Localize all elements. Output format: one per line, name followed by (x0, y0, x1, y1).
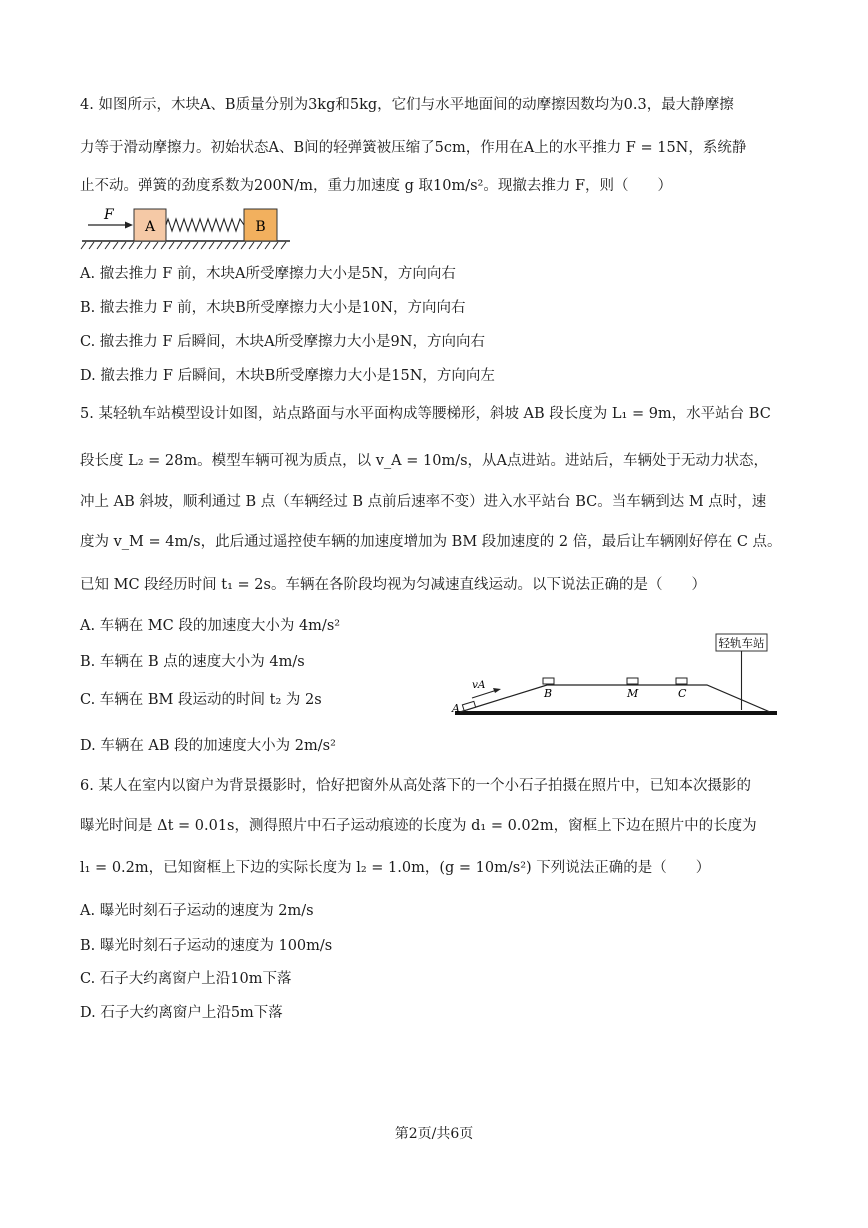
force-label: F (104, 207, 114, 223)
ground-hatching (81, 242, 286, 249)
force-arrowhead (125, 222, 133, 229)
q5-figure (450, 630, 785, 720)
q6-line-3: l₁ = 0.2m，已知窗框上下边的实际长度为 l₂ = 1.0m，(g = 10m/s²) 下列说法正确的是（ ） (80, 860, 711, 876)
q5-option-b[interactable]: B. 车辆在 B 点的速度大小为 4m/s (80, 654, 305, 670)
q4-option-a[interactable]: A. 撤去推力 F 前，木块A所受摩擦力大小是5N，方向向右 (80, 266, 456, 282)
page-footer: 第2页/共6页 (394, 1126, 474, 1142)
q5-line-4: 度为 v_M = 4m/s，此后通过遥控使车辆的加速度增加为 BM 段加速度的 2 倍，最后让车辆刚好停在 C 点。 (80, 534, 782, 550)
point-m-label: M (627, 687, 639, 700)
q5-line-5: 已知 MC 段经历时间 t₁ = 2s。车辆在各阶段均视为匀减速直线运动。以下说法正确的是（ ） (80, 577, 706, 593)
q5-option-d[interactable]: D. 车辆在 AB 段的加速度大小为 2m/s² (80, 738, 336, 754)
velocity-label: vA (472, 679, 486, 691)
q6-line-1: 6. 某人在室内以窗户为背景摄影时，恰好把窗外从高处落下的一个小石子拍摄在照片中，已知本次摄影的 (80, 778, 751, 794)
car-at-b (543, 678, 554, 684)
q4-figure (80, 205, 300, 253)
station-sign-label: 轻轨车站 (718, 636, 765, 650)
point-b-label: B (544, 687, 553, 700)
q6-option-b[interactable]: B. 曝光时刻石子运动的速度为 100m/s (80, 938, 333, 954)
q5-option-c[interactable]: C. 车辆在 BM 段运动的时间 t₂ 为 2s (80, 692, 322, 708)
q6-option-d[interactable]: D. 石子大约离窗户上沿5m下落 (80, 1005, 283, 1021)
track-trapezoid (460, 685, 770, 712)
q4-line-1: 4. 如图所示，木块A、B质量分别为3kg和5kg，它们与水平地面间的动摩擦因数均为0.3，最大静摩擦 (80, 97, 734, 113)
car-at-a (462, 701, 475, 710)
q4-line-2: 力等于滑动摩擦力。初始状态A、B间的轻弹簧被压缩了5cm，作用在A上的水平推力 F = 15N，系统静 (80, 140, 747, 156)
point-a-label: A (452, 702, 460, 715)
spring (166, 219, 244, 231)
q5-option-a[interactable]: A. 车辆在 MC 段的加速度大小为 4m/s² (80, 618, 341, 634)
q4-option-c[interactable]: C. 撤去推力 F 后瞬间，木块A所受摩擦力大小是9N，方向向右 (80, 334, 485, 350)
point-c-label: C (678, 687, 687, 700)
q4-line-3: 止不动。弹簧的劲度系数为200N/m，重力加速度 g 取10m/s²。现撤去推力 F，则（ ） (80, 178, 673, 194)
car-at-m (627, 678, 638, 684)
velocity-arrowhead (493, 688, 501, 693)
q4-option-d[interactable]: D. 撤去推力 F 后瞬间，木块B所受摩擦力大小是15N，方向向左 (80, 368, 495, 384)
q6-option-c[interactable]: C. 石子大约离窗户上沿10m下落 (80, 971, 292, 987)
block-b-label: B (255, 219, 266, 235)
q5-line-3: 冲上 AB 斜坡，顺利通过 B 点（车辆经过 B 点前后速率不变）进入水平站台 BC。当车辆到达 M 点时，速 (80, 494, 767, 510)
q5-line-1: 5. 某轻轨车站模型设计如图，站点路面与水平面构成等腰梯形，斜坡 AB 段长度为 L₁ = 9m，水平站台 BC (80, 406, 771, 422)
q5-line-2: 段长度 L₂ = 28m。模型车辆可视为质点，以 v_A = 10m/s，从A点进站。进站后，车辆处于无动力状态， (80, 453, 769, 469)
q6-option-a[interactable]: A. 曝光时刻石子运动的速度为 2m/s (80, 903, 314, 919)
block-a-label: A (144, 219, 156, 235)
q4-option-b[interactable]: B. 撤去推力 F 前，木块B所受摩擦力大小是10N，方向向右 (80, 300, 466, 316)
car-at-c (676, 678, 687, 684)
velocity-arrow (472, 690, 497, 698)
q6-line-2: 曝光时间是 Δt = 0.01s，测得照片中石子运动痕迹的长度为 d₁ = 0.02m，窗框上下边在照片中的长度为 (80, 818, 757, 834)
